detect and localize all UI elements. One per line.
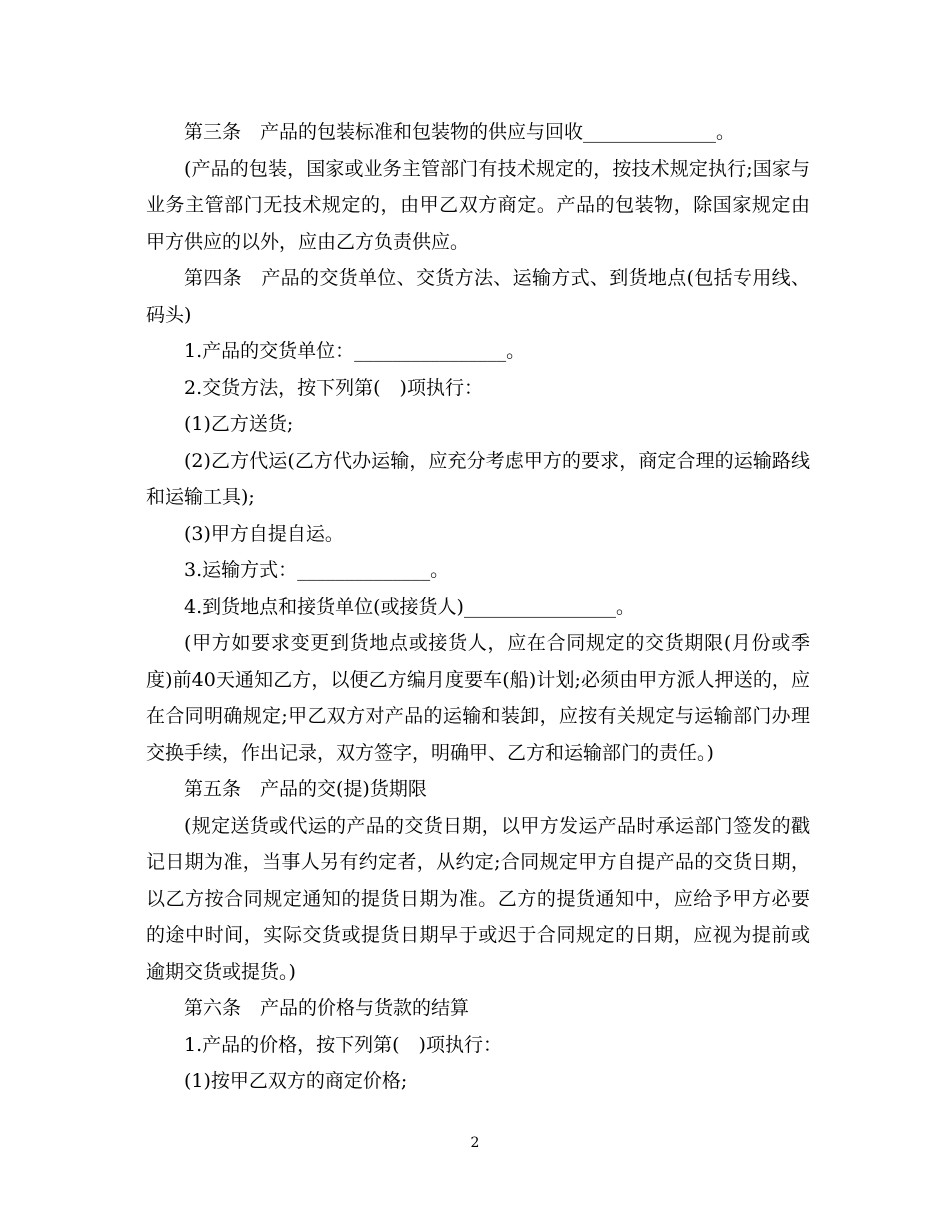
clause-4-item-1: 1.产品的交货单位：________________。 bbox=[184, 340, 526, 362]
clause-4-title: 第四条 产品的交货单位、交货方法、运输方式、到货地点(包括专用线、码头) bbox=[146, 267, 810, 326]
clause-6-title: 第六条 产品的价格与货款的结算 bbox=[184, 997, 470, 1019]
clause-4-option-3: (3)甲方自提自运。 bbox=[184, 522, 344, 545]
clause-5-note: (规定送货或代运的产品的交货日期，以甲方发运产品时承运部门签发的戳记日期为准，当事人另有约定者，从约定;合同规定甲方自提产品的交货日期，以乙方按合同规定通知的提货日期为准。乙方的提货通知中，应给予甲方必要的途中时间，实际交货或提货日期早于或迟于合同规定的日期，应视为提前或逾期交货或提货。) bbox=[146, 814, 810, 983]
clause-4-option-1: (1)乙方送货; bbox=[184, 413, 294, 435]
clause-6-option-1: (1)按甲乙双方的商定价格; bbox=[184, 1070, 408, 1092]
document-body bbox=[146, 114, 810, 1100]
clause-4-note: (甲方如要求变更到货地点或接货人，应在合同规定的交货期限(月份或季度)前40天通知乙方，以便乙方编月度要车(船)计划;必须由甲方派人押送的，应在合同明确规定;甲乙双方对产品的运输和装卸，应按有关规定与运输部门办理交换手续，作出记录，双方签字，明确甲、乙方和运输部门的责任。) bbox=[146, 632, 810, 764]
page-number: 2 bbox=[470, 1135, 480, 1151]
clause-4-item-3: 3.运输方式：______________。 bbox=[184, 559, 450, 581]
clause-4-item-4: 4.到货地点和接货单位(或接货人)________________。 bbox=[184, 595, 635, 618]
clause-5-title: 第五条 产品的交(提)货期限 bbox=[184, 778, 427, 800]
clause-6-item-1: 1.产品的价格，按下列第( )项执行： bbox=[184, 1033, 502, 1056]
clause-4-option-2: (2)乙方代运(乙方代办运输，应充分考虑甲方的要求，商定合理的运输路线和运输工具); bbox=[146, 449, 810, 508]
clause-3-note: (产品的包装，国家或业务主管部门有技术规定的，按技术规定执行;国家与业务主管部门无技术规定的，由甲乙双方商定。产品的包装物，除国家规定由甲方供应的以外，应由乙方负责供应。 bbox=[146, 157, 810, 253]
clause-4-item-2: 2.交货方法，按下列第( )项执行： bbox=[184, 376, 483, 399]
clause-3-title: 第三条 产品的包装标准和包装物的供应与回收______________。 bbox=[184, 121, 736, 143]
